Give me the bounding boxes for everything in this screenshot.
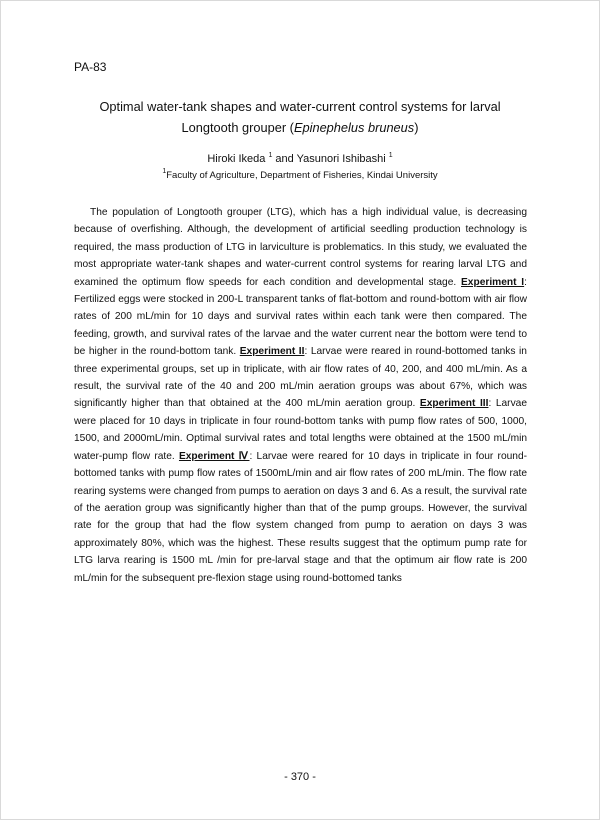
experiment-3-text: : Larvae were placed for 10 days in triplicate in four round-bottom tanks with pump flow rates of 500, 1000, 1500, and 2000mL/min. Optimal survival rates and total lengths were obtained at the 1500 mL/min water-pump flow rate. — [74, 398, 528, 462]
title-line-1: Optimal water-tank shapes and water-current control systems for larval — [99, 99, 501, 114]
page-number: - 370 - — [284, 771, 316, 783]
authors — [0, 151, 600, 167]
experiment-2-label: Experiment II — [239, 346, 305, 358]
experiment-4-label: Experiment Ⅳ — [178, 450, 250, 462]
experiment-1-label: Experiment I — [461, 276, 525, 288]
title-line-2 — [0, 117, 600, 138]
abstract-intro: The population of Longtooth grouper (LTG), which has a high individual value, is decreasing because of overfishing. Although, the development of artificial seedling production technology is required, the mass production of LTG in larviculture is problematics. In this study, we evaluated the most appropriate water-tank shapes and water-current control systems for rearing larval LTG and examined the optimum flow speeds for each condition and developmental stage. — [74, 207, 527, 288]
abstract — [74, 204, 527, 587]
author-1-affiliation-mark: 1 — [268, 152, 273, 159]
affiliation-text: Faculty of Agriculture, Department of Fisheries, Kindai University — [166, 170, 438, 181]
author-2-affiliation-mark: 1 — [388, 152, 393, 159]
experiment-3-label: Experiment III — [419, 398, 489, 410]
author-2: Yasunori Ishibashi — [296, 153, 386, 165]
experiment-1-text: : Fertilized eggs were stocked in 200-L transparent tanks of flat-bottom and round-bottom with air flow rates of 200 mL/min for 10 days and survival rates within each tank were then compared. The feeding, growth, and survival rates of the larvae and the water current near the bottom were tend to be higher in the round-bottom tank. — [74, 276, 527, 358]
presentation-code: PA-83 — [74, 60, 107, 74]
author-1: Hiroki Ikeda — [207, 153, 266, 165]
experiment-4-text: : Larvae were reared for 10 days in triplicate in four round-bottomed tanks with pump flow rates of 1500mL/min and air flow rates of 200 mL/min. The flow rate rearing systems were changed from pumps to aeration on days 3 and 6. As a result, the survival rate of the aeration group was significantly higher than that of the pump groups. However, the survival rate for the group that had the flow system changed from pump to aeration on days 3 was approximately 80%, which was the highest. These results suggest that the optimum pump rate for LTG larva rearing is 1500 mL /min for pre-larval stage and that the optimum air flow rate is 200 mL/min for the subsequent pre-flexion stage using round-bottomed tanks — [74, 450, 528, 584]
abstract-paragraph — [74, 204, 527, 587]
paper-title — [0, 96, 600, 138]
affiliation-mark: 1 — [162, 168, 167, 175]
experiment-2-text: : Larvae were reared in round-bottomed tanks in three experimental groups, set up in triplicate, with air flow rates of 40, 200, and 400 mL/min. As a result, the survival rate of the 40 and 200 mL/min aeration groups was about 67%, which was significantly higher than that obtained at the 400 mL/min aeration group. — [74, 346, 527, 410]
affiliation — [0, 169, 600, 183]
author-connector: and — [272, 153, 297, 165]
species-name: Epinephelus bruneus — [293, 120, 415, 135]
title-prefix: Longtooth grouper ( — [181, 120, 294, 135]
title-suffix: ) — [414, 120, 419, 135]
